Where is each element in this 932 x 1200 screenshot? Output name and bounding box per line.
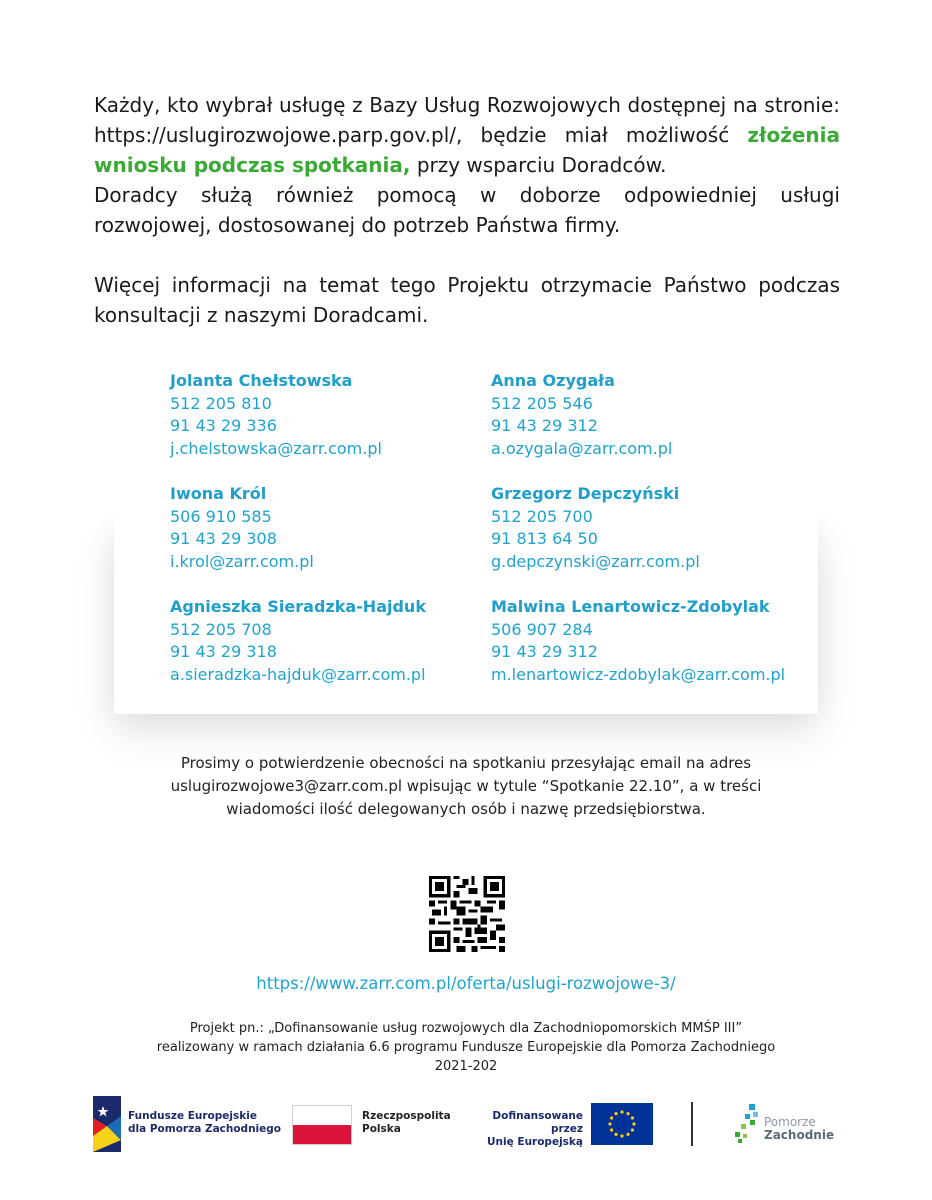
intro-paragraph-2: Doradcy służą również pomocą w doborze odpowiedniej usługi rozwojowej, dostosowanej do potrzeb Państwa firmy. bbox=[94, 183, 840, 237]
intro-paragraph-1 bbox=[94, 90, 840, 180]
contact-email[interactable]: a.sieradzka-hajduk@zarr.com.pl bbox=[170, 664, 426, 684]
logo-text-line: Dofinansowane przez bbox=[492, 1110, 583, 1135]
contact-email[interactable]: i.krol@zarr.com.pl bbox=[170, 551, 314, 571]
rzeczpospolita-label bbox=[362, 1110, 451, 1136]
contact-phone[interactable]: 91 43 29 318 bbox=[170, 642, 277, 661]
logo-text-line: Unię Europejską bbox=[487, 1136, 583, 1148]
logo-divider bbox=[691, 1102, 693, 1146]
project-line: 2021-202 bbox=[434, 1059, 498, 1074]
eu-flag-icon bbox=[591, 1103, 653, 1145]
logo-text-line: dla Pomorza Zachodniego bbox=[128, 1123, 282, 1135]
contact-phone[interactable]: 91 43 29 336 bbox=[170, 416, 277, 435]
pomorze-zachodnie-label bbox=[764, 1116, 834, 1142]
contact-card bbox=[170, 370, 382, 460]
project-line: Projekt pn.: „Dofinansowanie usług rozwojowych dla Zachodniopomorskich MMŚP III” bbox=[189, 1021, 743, 1036]
contact-card bbox=[491, 370, 672, 460]
contact-mobile[interactable]: 512 205 708 bbox=[170, 619, 272, 639]
contact-email[interactable]: j.chelstowska@zarr.com.pl bbox=[170, 438, 382, 458]
fundusze-europejskie-logo-icon bbox=[93, 1096, 121, 1152]
contact-email[interactable]: m.lenartowicz-zdobylak@zarr.com.pl bbox=[491, 664, 786, 684]
eu-funding-label bbox=[468, 1110, 583, 1149]
contact-mobile[interactable]: 506 910 585 bbox=[170, 506, 272, 526]
logo-text-line: Fundusze Europejskie bbox=[128, 1110, 257, 1122]
contact-mobile[interactable]: 512 205 546 bbox=[491, 393, 593, 413]
contact-card bbox=[170, 483, 314, 573]
contact-phone[interactable]: 91 813 64 50 bbox=[491, 529, 598, 548]
confirmation-line: Prosimy o potwierdzenie obecności na spotkaniu przesyłając email na adres bbox=[180, 754, 752, 772]
pomorze-zachodnie-logo-icon bbox=[733, 1102, 763, 1146]
contact-email[interactable]: g.depczynski@zarr.com.pl bbox=[491, 551, 700, 571]
contact-mobile[interactable]: 512 205 810 bbox=[170, 393, 272, 413]
contact-name: Anna Ozygała bbox=[491, 371, 615, 390]
contact-name: Agnieszka Sieradzka-Hajduk bbox=[170, 597, 426, 616]
contact-name: Grzegorz Depczyński bbox=[491, 484, 680, 503]
contact-name: Jolanta Chełstowska bbox=[170, 371, 353, 390]
confirmation-line: uslugirozwojowe3@zarr.com.pl wpisując w tytule “Spotkanie 22.10”, a w treści bbox=[170, 777, 762, 795]
offer-link[interactable]: https://www.zarr.com.pl/oferta/uslugi-rozwojowe-3/ bbox=[256, 974, 676, 993]
intro-text bbox=[94, 90, 840, 330]
funding-logos-bar bbox=[0, 1094, 932, 1154]
contact-name: Iwona Król bbox=[170, 484, 267, 503]
intro-text-b: przy wsparciu Doradców. bbox=[410, 153, 667, 177]
contact-phone[interactable]: 91 43 29 312 bbox=[491, 642, 598, 661]
poland-flag-icon bbox=[292, 1105, 352, 1145]
contact-mobile[interactable]: 512 205 700 bbox=[491, 506, 593, 526]
confirmation-line: wiadomości ilość delegowanych osób i nazwę przedsiębiorstwa. bbox=[226, 800, 706, 818]
project-info bbox=[96, 1019, 836, 1076]
logo-text-line: Pomorze bbox=[764, 1115, 816, 1129]
logo-text-line: Zachodnie bbox=[764, 1128, 835, 1142]
contact-mobile[interactable]: 506 907 284 bbox=[491, 619, 593, 639]
intro-paragraph-3: Więcej informacji na temat tego Projektu otrzymacie Państwo podczas konsultacji z naszymi Doradcami. bbox=[94, 273, 840, 327]
logo-text-line: Polska bbox=[362, 1123, 401, 1135]
contact-phone[interactable]: 91 43 29 308 bbox=[170, 529, 277, 548]
project-line: realizowany w ramach działania 6.6 programu Fundusze Europejskie dla Pomorza Zachodniego bbox=[156, 1040, 776, 1055]
intro-text-a: Każdy, kto wybrał usługę z Bazy Usług Rozwojowych dostępnej na stronie: https://uslugirozwojowe.parp.gov.pl/, będzie miał możliwość bbox=[94, 93, 840, 147]
contact-name: Malwina Lenartowicz-Zdobylak bbox=[491, 597, 770, 616]
logo-text-line: Rzeczpospolita bbox=[362, 1110, 451, 1122]
contact-email[interactable]: a.ozygala@zarr.com.pl bbox=[491, 438, 673, 458]
contact-card bbox=[491, 596, 785, 686]
contact-phone[interactable]: 91 43 29 312 bbox=[491, 416, 598, 435]
contact-card bbox=[491, 483, 700, 573]
confirmation-note bbox=[140, 752, 792, 821]
fundusze-europejskie-label bbox=[128, 1110, 281, 1136]
intro-highlight: złożenia wniosku podczas spotkania, bbox=[94, 123, 840, 177]
qr-code-icon[interactable] bbox=[429, 876, 505, 952]
contact-card bbox=[170, 596, 426, 686]
